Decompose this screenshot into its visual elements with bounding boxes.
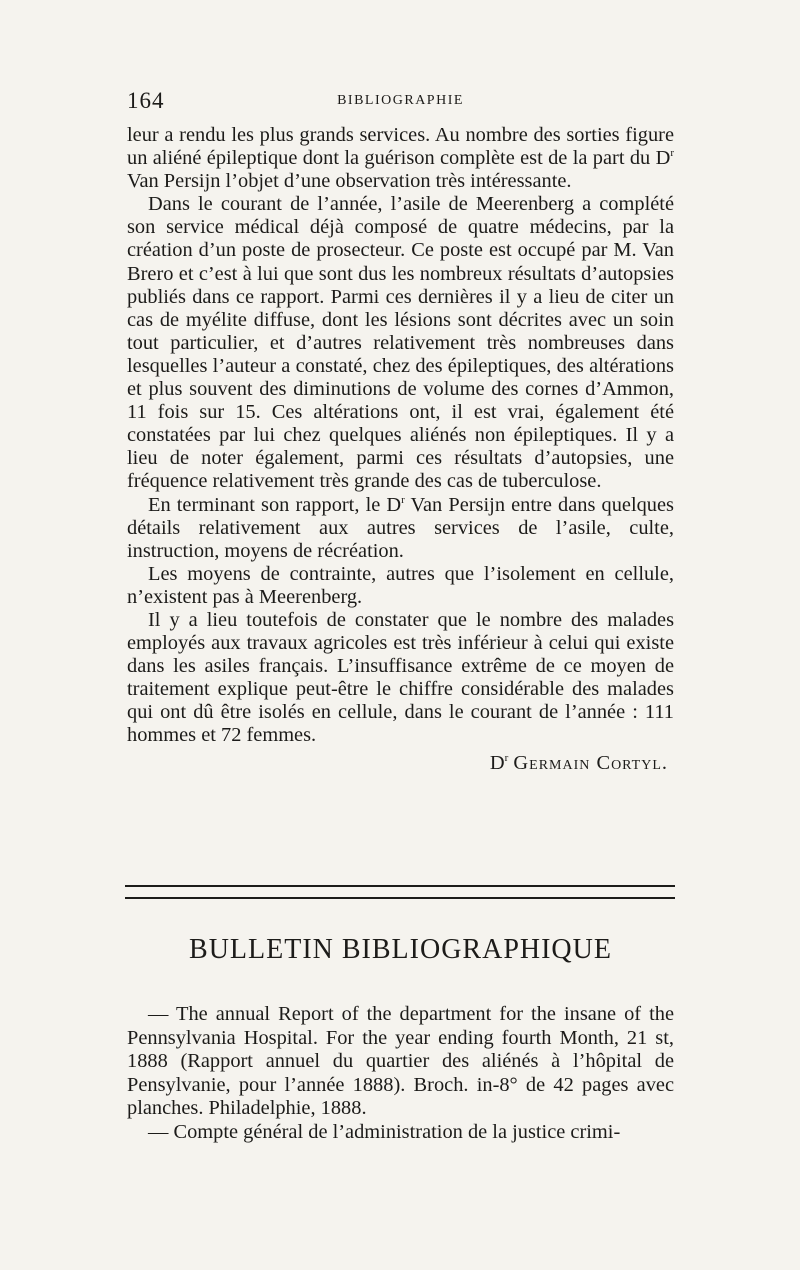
paragraph-1 bbox=[127, 124, 674, 193]
running-title: BIBLIOGRAPHIE bbox=[337, 93, 464, 108]
paragraph-5: Il y a lieu toutefois de constater que le nombre des malades employés aux travaux agricoles est très inférieur à celui qui existe dans les asiles français. L’insuffisance extrême de ce moyen de traitement explique peut-être le chiffre considérable des malades qui ont dû être isolés en cellule, dans le courant de l’année : 111 hommes et 72 femmes. bbox=[127, 608, 674, 747]
paragraph-3 bbox=[127, 494, 674, 563]
paragraph-1-text: leur a rendu les plus grands services. Au nombre des sorties figure un aliéné épileptique dont la guérison complète est de la part du D bbox=[127, 124, 674, 170]
paragraph-3-text-end: Van Persijn entre dans quelques détails relativement aux autres services de l’asile, culte, instruction, moyens de récréation. bbox=[127, 493, 674, 562]
paragraph-3-superscript: r bbox=[401, 493, 405, 506]
paragraph-3-text: En terminant son rapport, le D bbox=[148, 493, 402, 516]
page-header bbox=[127, 88, 674, 118]
signature-superscript: r bbox=[504, 751, 509, 764]
bulletin-entries bbox=[127, 1003, 674, 1145]
paragraph-2: Dans le courant de l’année, l’asile de Meerenberg a complété son service médical déjà composé de quatre médecins, par la création d’un poste de prosecteur. Ce poste est occupé par M. Van Brero et c’est à lui que sont dus les nombreux résultats d’autopsies publiés dans ce rapport. Parmi ces dernières il y a lieu de citer un cas de myélite diffuse, dont les lésions sont décrites avec un soin tout particulier, et d’autres relativement très nombreuses dans lesquelles l’auteur a constaté, chez des épileptiques, des altérations et plus souvent des diminutions de volume des cornes d’Ammon, 11 fois sur 15. Ces altérations ont, il est vrai, également été constatées par lui chez quelques aliénés non épileptiques. Il y a lieu de noter également, parmi ces résultats d’autopsies, une fréquence relativement très grande des cas de tuberculose. bbox=[127, 193, 674, 493]
signature-name: Germain Cortyl. bbox=[513, 751, 668, 774]
bulletin-entry-2: — Compte général de l’administration de la justice crimi- bbox=[148, 1120, 621, 1143]
section-divider-thin bbox=[125, 897, 675, 899]
author-signature bbox=[127, 752, 674, 775]
paragraph-4: Les moyens de contrainte, autres que l’isolement en cellule, n’existent pas à Meerenberg. bbox=[127, 562, 674, 608]
paragraph-1-text-end: Van Persijn l’objet d’une observation très intéressante. bbox=[127, 170, 572, 193]
page-number: 164 bbox=[127, 88, 165, 113]
bulletin-title: BULLETIN BIBLIOGRAPHIQUE bbox=[189, 934, 612, 965]
review-article bbox=[127, 124, 674, 775]
bulletin-entry-1: — The annual Report of the department for the insane of the Pennsylvania Hospital. For the year ending fourth Month, 21 st, 1888 (Rapport annuel du quartier des aliénés à l’hôpital de Pensylvanie, pour l’année 1888). Broch. in-8° de 42 pages avec planches. Philadelphie, 1888. bbox=[127, 1003, 674, 1119]
paragraph-1-superscript: r bbox=[670, 147, 674, 160]
section-divider-thick bbox=[125, 885, 675, 887]
signature-prefix: D bbox=[489, 751, 505, 774]
